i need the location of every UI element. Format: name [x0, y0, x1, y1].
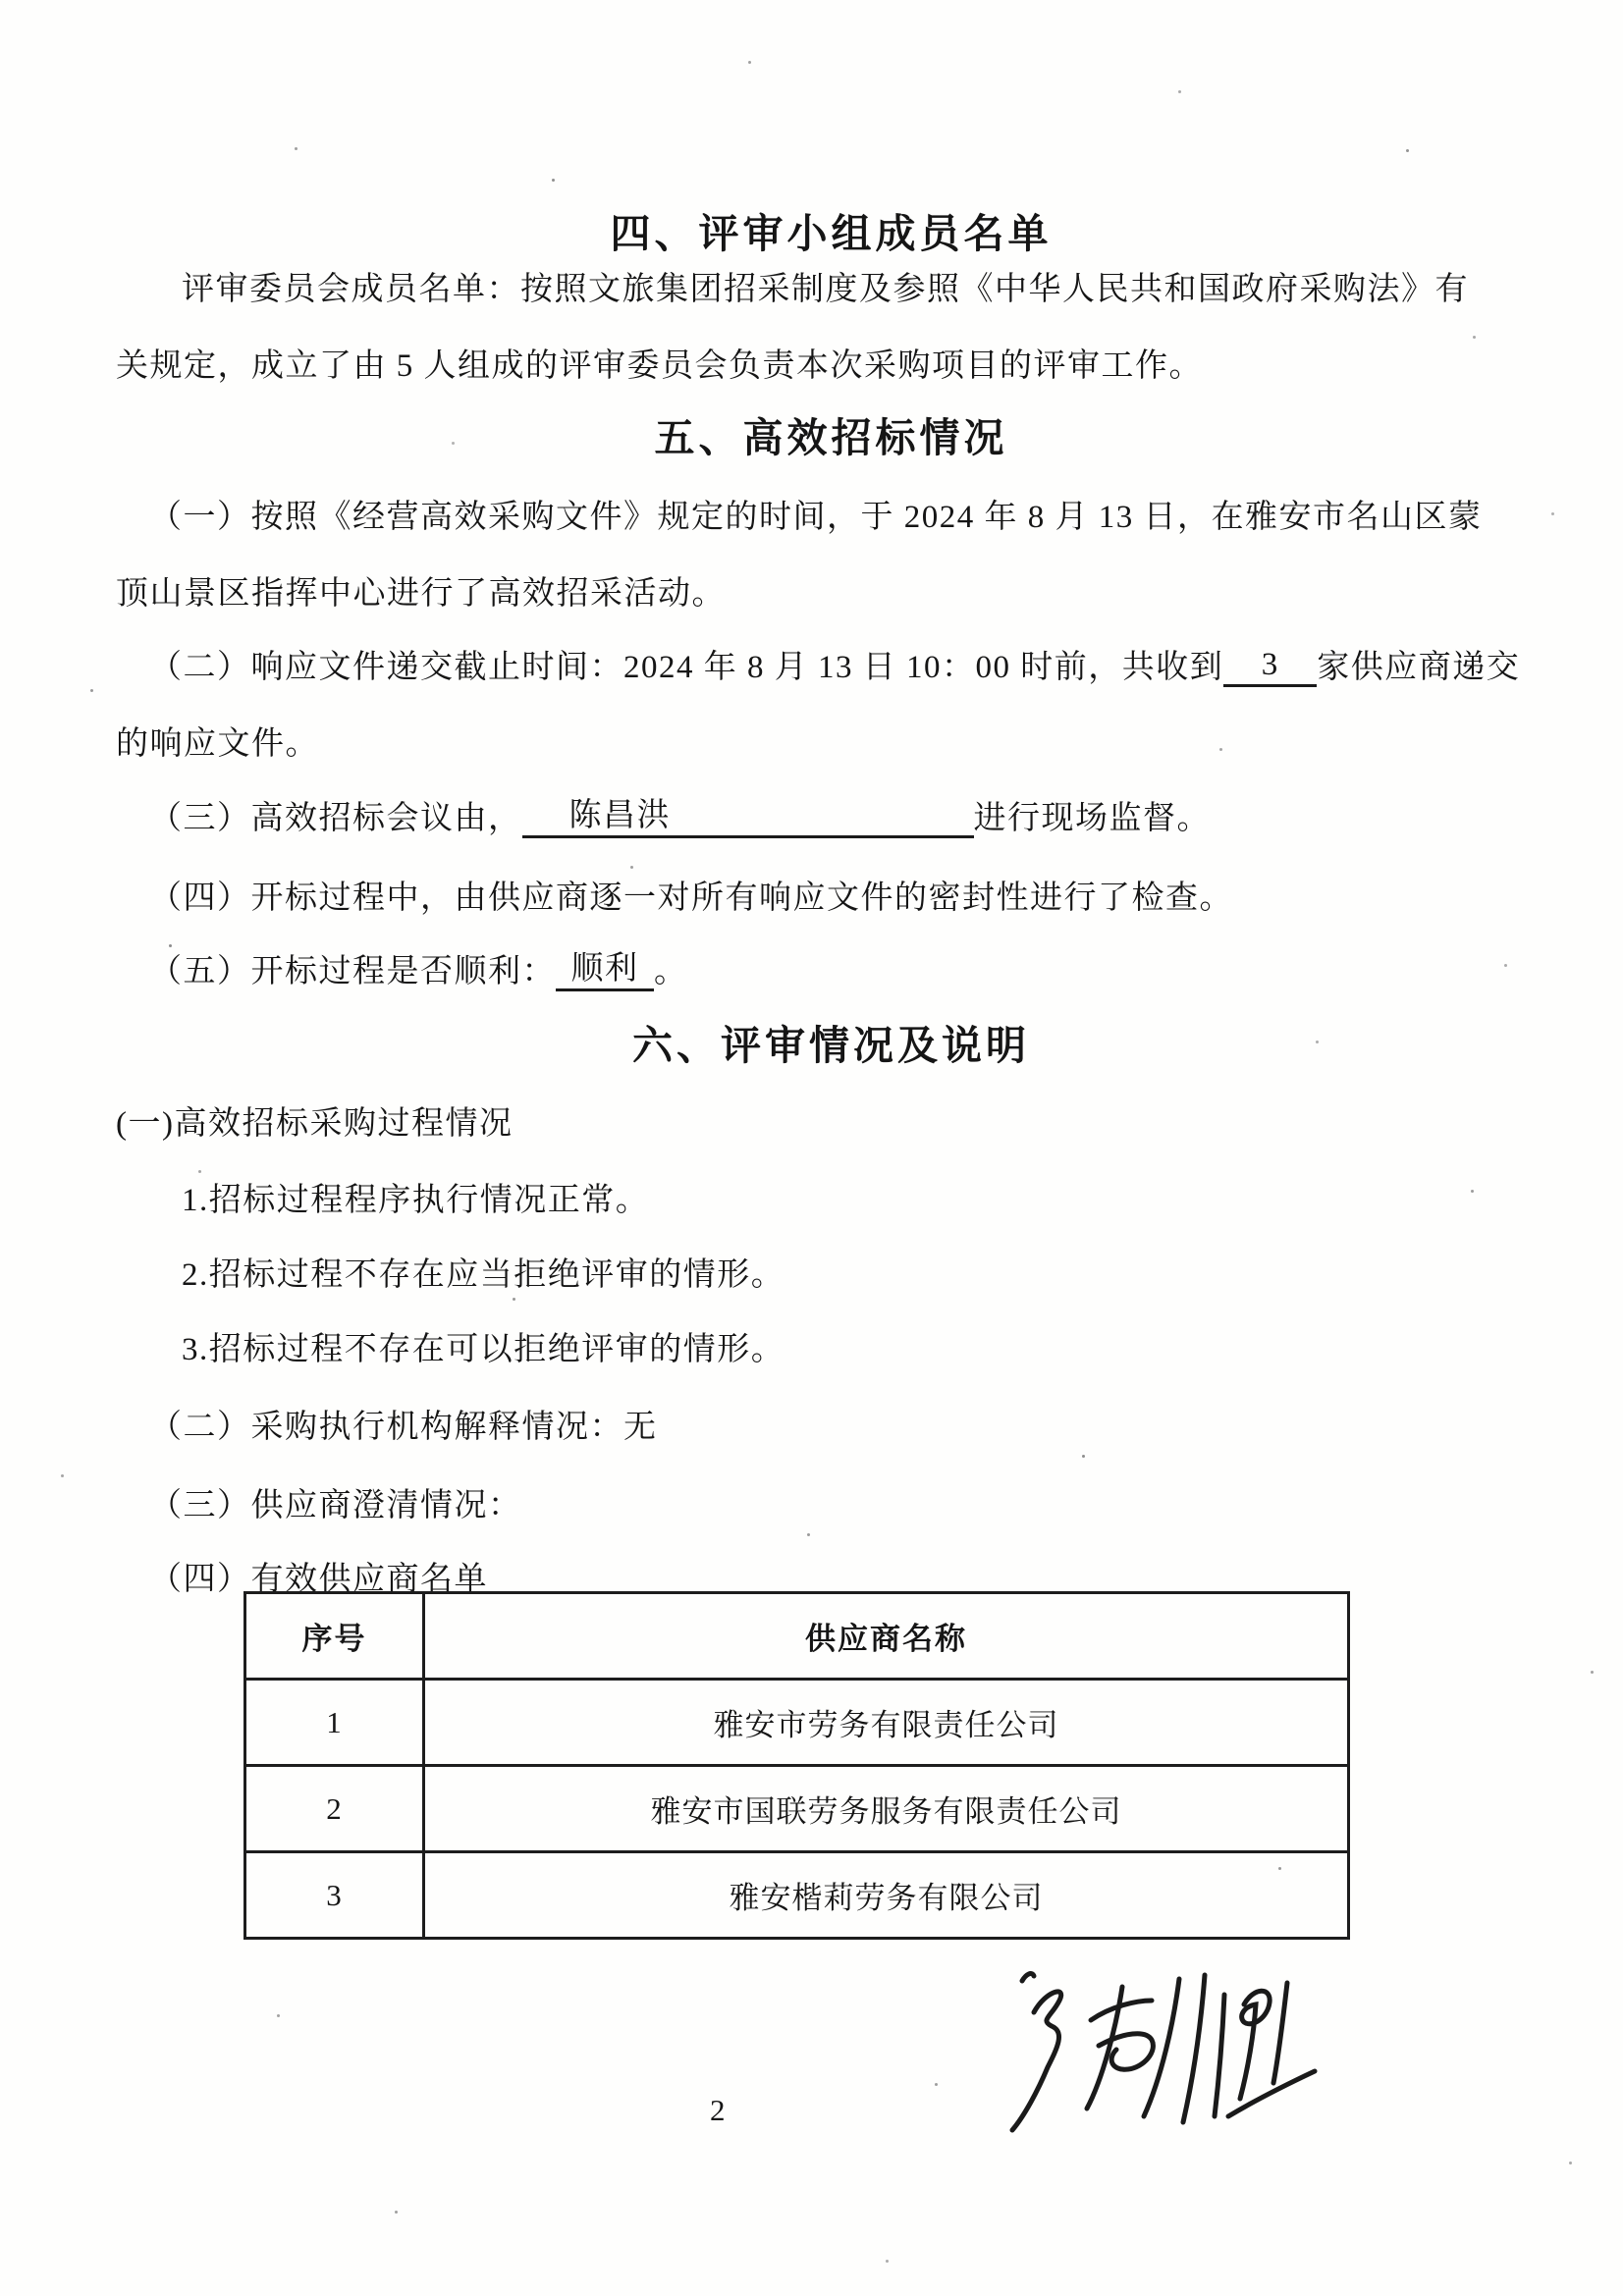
signature-stroke — [1240, 1991, 1270, 2099]
section5-item5-text-pre: （五）开标过程是否顺利： — [149, 954, 556, 989]
section5-item5-result-blank: 顺利 — [556, 951, 654, 991]
section4-paragraph-line1: 评审委员会成员名单：按照文旅集团招采制度及参照《中华人民共和国政府采购法》有 — [182, 272, 1469, 307]
row1-index-cell: 1 — [245, 1680, 424, 1766]
handwritten-signature — [997, 1961, 1321, 2167]
section6-item1-title: (一)高效招标采购过程情况 — [116, 1106, 514, 1142]
signature-stroke — [1183, 1975, 1205, 2122]
section5-item2-text-pre: （二）响应文件递交截止时间：2024 年 8 月 13 日 10：00 时前，共收到 — [149, 650, 1224, 685]
section6-item2-line: （二）采购执行机构解释情况：无 — [149, 1410, 658, 1445]
row3-index-cell: 3 — [245, 1852, 424, 1939]
section5-heading: 五、高效招标情况 — [654, 415, 1008, 460]
supplier-table-header-row — [245, 1593, 1349, 1680]
signature-stroke — [1012, 1992, 1061, 2130]
row3-supplier-name-cell: 雅安楷莉劳务有限公司 — [424, 1852, 1349, 1939]
section5-item2-text-post: 家供应商递交 — [1317, 650, 1521, 685]
section4-paragraph-line2: 关规定，成立了由 5 人组成的评审委员会负责本次采购项目的评审工作。 — [116, 348, 1203, 384]
row1-supplier-name-cell: 雅安市劳务有限责任公司 — [424, 1680, 1349, 1766]
section5-item2-line2: 的响应文件。 — [116, 726, 319, 762]
page-number: 2 — [710, 2093, 726, 2127]
signature-stroke — [1022, 1974, 1034, 1981]
section6-heading: 六、评审情况及说明 — [632, 1023, 1030, 1068]
section6-item1-sub1: 1.招标过程程序执行情况正常。 — [182, 1183, 650, 1218]
scan-noise-speckles — [0, 0, 3, 3]
section5-item2-line1 — [149, 641, 1520, 687]
supplier-table — [243, 1591, 1350, 1940]
signature-stroke — [1273, 1983, 1287, 2083]
row2-supplier-name-cell: 雅安市国联劳务服务有限责任公司 — [424, 1766, 1349, 1852]
section5-item3-line — [149, 792, 1211, 838]
signature-stroke — [1215, 1995, 1224, 2116]
section5-item1-line1: （一）按照《经营高效采购文件》规定的时间，于 2024 年 8 月 13 日，在雅安市名山区蒙 — [149, 500, 1483, 535]
section6-item4-title: （四）有效供应商名单 — [149, 1562, 488, 1597]
section5-item2-supplier-count-blank: 3 — [1223, 647, 1317, 687]
row2-index-cell: 2 — [245, 1766, 424, 1852]
section6-item1-sub3: 3.招标过程不存在可以拒绝评审的情形。 — [182, 1332, 785, 1367]
section4-heading: 四、评审小组成员名单 — [610, 211, 1053, 256]
section5-item3-supervisor-blank: 陈昌洪 — [522, 798, 974, 838]
section5-item5-text-post: 。 — [654, 954, 688, 989]
table-row — [245, 1680, 1349, 1766]
section6-item1-sub2: 2.招标过程不存在应当拒绝评审的情形。 — [182, 1257, 785, 1293]
section6-item3-line: （三）供应商澄清情况： — [149, 1488, 522, 1523]
section5-item3-text-pre: （三）高效招标会议由， — [149, 801, 522, 836]
table-row — [245, 1766, 1349, 1852]
table-row — [245, 1852, 1349, 1939]
section5-item3-text-post: 进行现场监督。 — [973, 801, 1211, 836]
column-header-index: 序号 — [245, 1593, 424, 1680]
section5-item5-line — [149, 945, 688, 991]
section5-item1-line2: 顶山景区指挥中心进行了高效招采活动。 — [116, 576, 726, 612]
section5-item4-line: （四）开标过程中，由供应商逐一对所有响应文件的密封性进行了检查。 — [149, 881, 1233, 916]
column-header-supplier-name: 供应商名称 — [424, 1593, 1349, 1680]
